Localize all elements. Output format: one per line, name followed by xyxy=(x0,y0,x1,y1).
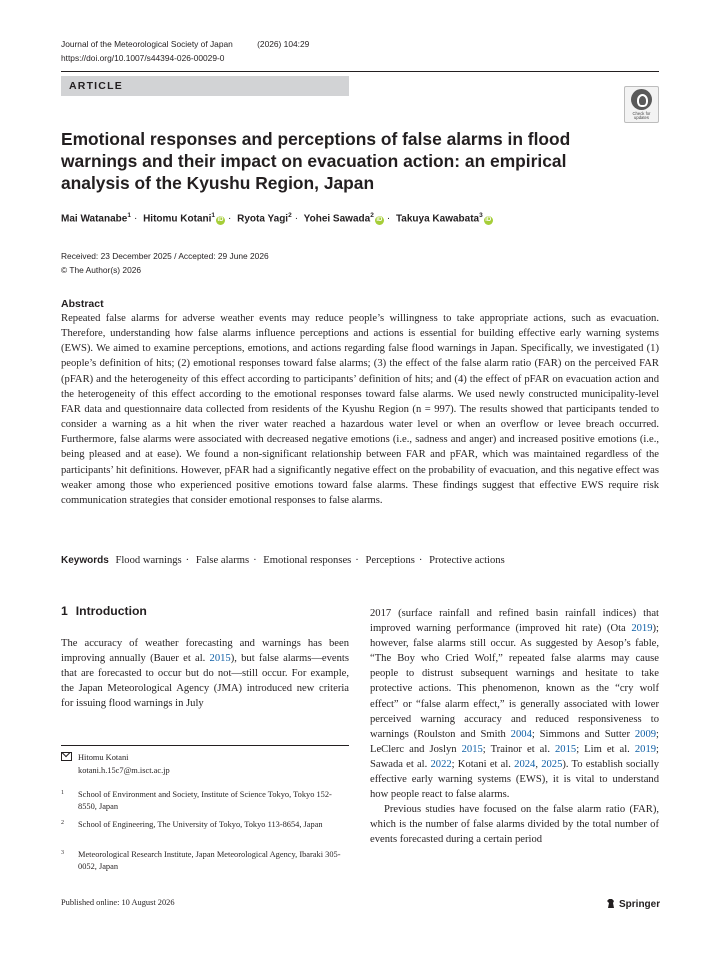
crossmark-icon[interactable] xyxy=(624,86,659,123)
author-affil-sup: 1 xyxy=(211,212,216,219)
article-title: Emotional responses and perceptions of false alarms in flood warnings and their impact on evacuation action: an empirical analysis of the Kyushu Region, Japan xyxy=(61,129,571,193)
affiliation-number: 2 xyxy=(61,820,64,826)
springer-horse-icon xyxy=(606,898,616,909)
citation-link[interactable]: 2019 xyxy=(634,743,657,755)
citation-link[interactable]: 2015 xyxy=(461,743,483,755)
journal-name: Journal of the Meteorological Society of Japan xyxy=(61,39,233,49)
text-run: ; Trainor et al. xyxy=(482,743,555,755)
citation-link[interactable]: 2015 xyxy=(555,743,577,755)
author-affil-sup: 1 xyxy=(127,212,131,219)
affiliation xyxy=(61,789,348,813)
journal-citation xyxy=(61,39,331,49)
section-title: Introduction xyxy=(75,604,147,618)
orcid-icon[interactable]: iD xyxy=(376,217,383,224)
article-type-label: ARTICLE xyxy=(69,80,123,92)
copyright: © The Author(s) 2026 xyxy=(61,265,142,275)
section-heading xyxy=(61,604,147,618)
header-divider xyxy=(61,71,659,72)
intro-paragraph: Previous studies have focused on the false alarm ratio (FAR), which is the number of false alarms divided by the total number of events forecasted during a certain period xyxy=(370,804,659,846)
text-run: , xyxy=(535,758,542,770)
keyword: Protective actions xyxy=(429,555,505,566)
doi-link[interactable]: https://doi.org/10.1007/s44394-026-00029-0 xyxy=(61,53,225,63)
author-affil-sup: 2 xyxy=(370,212,374,219)
abstract-text: Repeated false alarms for adverse weather events may reduce people’s willingness to take appropriate actions, such as evacuation. Therefore, understanding how false alarms influence perceptions and actions is essential for building effective early warning systems (EWS). We aimed to examine perceptions, emotions, and actions regarding false flood warnings in Japan. Specifically, we investigated (1) people’s definition of hits; (2) emotional responses toward false alarms; (3) the effect of the false alarm ratio (FAR) on the perceived FAR (pFAR) and the heterogeneity of this effect according to participants’ definition of hits; and (4) the effect of pFAR on evacuation action and the heterogeneity of this effect according to the emotional responses toward false alarms. We used newly constructed municipality-level FAR data and questionnaire data collected from residents of the Kyushu Region (n = 997). The results showed that participants tended to consider a warning as a hit when the river water reached a hazardous water level or when an overflow or levee breach occurred. Furthermore, false alarms were associated with decreased negative emotions (i.e., sadness and anger) and increased positive emotions (i.e., being pleased and at ease). We found a non-significant relationship between FAR and pFAR, which was maintained regardless of the participants’ hit definitions. However, pFAR had a significantly negative effect on the probability of evacuation, and this negative effect was weaker among those who experienced positive emotions toward false alarms. These findings suggest that effective EWS require risk communication strategies that consider emotional responses to false alarms. xyxy=(61,313,659,506)
text-run: ); however, false alarms still occur. As suggested by Aesop’s fable, “The Boy who Cried Wolf,” repeated false alarms may cause people to distrust subsequent warnings and hesitate to take protective actions. This phenomenon, known as the “cry wolf effect” or “false alarm effect,” is generally associated with lower perceived warning accuracy and reduced responsiveness to warnings (Roulston and Smith xyxy=(370,623,659,740)
author-name: Takuya Kawabata xyxy=(395,213,480,225)
affiliation-text: School of Environment and Society, Institute of Science Tokyo, Tokyo 152-8550, Japan xyxy=(78,790,332,811)
section-number: 1 xyxy=(61,604,68,618)
author-name: Yohei Sawada xyxy=(303,213,371,225)
intro-paragraph xyxy=(370,606,659,802)
affiliation xyxy=(61,849,348,873)
author-name: Mai Watanabe xyxy=(61,213,128,225)
keyword: Perceptions xyxy=(365,555,415,566)
journal-volume: (2026) 104:29 xyxy=(257,39,310,49)
keywords-label: Keywords xyxy=(61,555,109,566)
affiliation-number: 3 xyxy=(61,850,64,856)
affiliation-number: 1 xyxy=(61,790,64,796)
orcid-icon[interactable]: iD xyxy=(485,217,492,224)
corresponding-author xyxy=(61,752,170,777)
author-affil-sup: 2 xyxy=(288,212,292,219)
author-list: Mai Watanabe$^1$ · Hitomu Kotani$^1$iD · Ryota Yagi$^2$ · Yohei Sawada$^2$iD · Takuya Kawabata$^3$iD xyxy=(61,212,492,225)
text-run: ; LeClerc and Joslyn xyxy=(370,728,659,755)
corr-email[interactable]: kotani.h.15c7@m.isct.ac.jp xyxy=(78,765,170,775)
text-run: 2017 (surface rainfall and refined basin rainfall indices) that improved warning performance (improved hit rate) (Ota xyxy=(370,608,659,635)
orcid-icon[interactable]: iD xyxy=(217,217,224,224)
author-name: Ryota Yagi xyxy=(237,213,289,225)
intro-paragraph xyxy=(61,636,349,711)
affiliation-text: School of Engineering, The University of Tokyo, Tokyo 113-8654, Japan xyxy=(78,820,323,829)
text-run: ; Lim et al. xyxy=(576,743,635,755)
citation-link[interactable]: 2019 xyxy=(631,623,653,635)
author-name: Hitomu Kotani xyxy=(143,213,212,225)
text-run: ). To establish socially effective early warning systems (EWS), it is vital to understand how people react to false alarms. xyxy=(370,758,659,801)
footnote-divider xyxy=(61,745,349,746)
corr-name: Hitomu Kotani xyxy=(78,753,129,762)
crossmark-badge xyxy=(631,89,652,110)
envelope-icon xyxy=(61,752,72,761)
publisher-name: Springer xyxy=(619,899,661,910)
text-run: ), but false alarms—events that are forecasted to occur but do not—still occur. For example, the Japan Meteorological Agency (JMA) introduced new criteria for issuing flood warnings in July xyxy=(61,653,349,710)
abstract-heading: Abstract xyxy=(61,298,104,310)
citation-link[interactable]: 2022 xyxy=(430,758,452,770)
received-dates: Received: 23 December 2025 / Accepted: 29 June 2026 xyxy=(61,251,269,261)
citation-link[interactable]: 2024 xyxy=(514,758,536,770)
crossmark-line1: Check for xyxy=(632,111,651,116)
text-run: ; Sawada et al. xyxy=(370,743,659,770)
citation-link[interactable]: 2009 xyxy=(634,728,657,740)
keyword: Flood warnings xyxy=(115,555,182,566)
text-run: ; Simmons and Sutter xyxy=(531,728,635,740)
affiliation-text: Meteorological Research Institute, Japan Meteorological Agency, Ibaraki 305-0052, Japan xyxy=(78,850,341,871)
keywords: Keywords Flood warnings · False alarms · Emotional responses · Perceptions · Protective actions xyxy=(61,555,505,566)
citation-link[interactable]: 2004 xyxy=(510,728,532,740)
affiliation xyxy=(61,819,348,831)
text-run: The accuracy of weather forecasting and warnings has been improving annually (Bauer et al. xyxy=(61,638,349,665)
crossmark-line2: updates xyxy=(634,115,649,120)
right-column xyxy=(370,606,659,848)
text-run: ; Kotani et al. xyxy=(451,758,515,770)
citation-link[interactable]: 2025 xyxy=(541,758,563,770)
publisher-logo xyxy=(606,898,660,910)
keyword: False alarms xyxy=(195,555,250,566)
keyword: Emotional responses xyxy=(263,555,352,566)
author-affil-sup: 3 xyxy=(479,212,483,219)
citation-link[interactable]: 2015 xyxy=(209,653,231,665)
published-online: Published online: 10 August 2026 xyxy=(61,898,175,907)
article-type-band xyxy=(61,76,349,96)
